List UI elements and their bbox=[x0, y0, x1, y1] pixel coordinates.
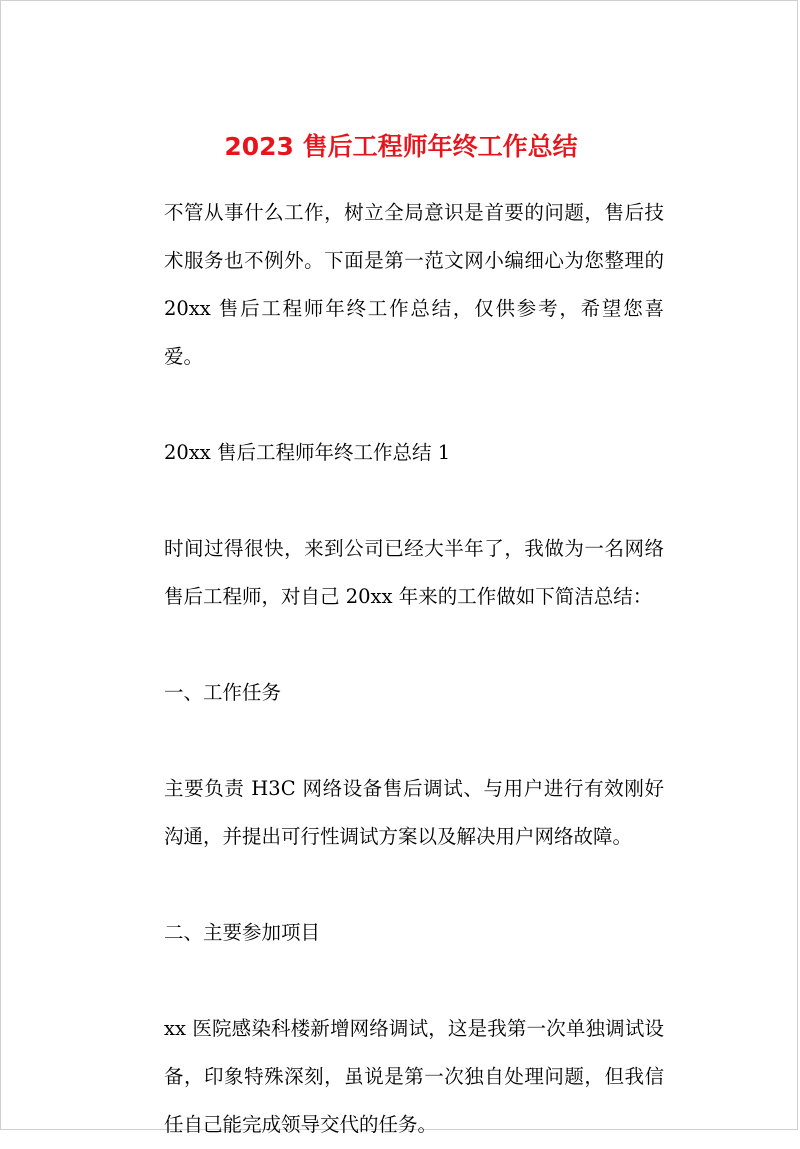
section-heading-1: 20xx 售后工程师年终工作总结 1 bbox=[164, 441, 451, 464]
heading-main-projects: 二、主要参加项目 bbox=[164, 921, 321, 944]
heading-work-tasks: 一、工作任务 bbox=[164, 681, 282, 704]
paragraph-gap bbox=[164, 381, 664, 429]
document-title: 2023 售后工程师年终工作总结 bbox=[224, 132, 578, 161]
paragraph-intro: 不管从事什么工作，树立全局意识是首要的问题，售后技术服务也不例外。下面是第一范文网小编细心为您整理的20xx 售后工程师年终工作总结，仅供参考，希望您喜爱。 bbox=[164, 201, 664, 368]
paragraph-main-projects: xx 医院感染科楼新增网络调试，这是我第一次单独调试设备，印象特殊深刻，虽说是第一次独自处理问题，但我信任自己能完成领导交代的任务。 bbox=[164, 1017, 664, 1136]
paragraph-summary: 时间过得很快，来到公司已经大半年了，我做为一名网络售后工程师，对自己 20xx 年来的工作做如下简洁总结： bbox=[164, 537, 664, 608]
paragraph-gap bbox=[164, 861, 664, 909]
paragraph-gap bbox=[164, 621, 664, 669]
paragraph-gap bbox=[164, 477, 664, 525]
paragraph-work-tasks: 主要负责 H3C 网络设备售后调试、与用户进行有效刚好沟通，并提出可行性调试方案以及解决用户网络故障。 bbox=[164, 777, 664, 848]
paragraph-gap bbox=[164, 717, 664, 765]
paragraph-gap bbox=[164, 957, 664, 1005]
document-body bbox=[164, 189, 664, 1149]
